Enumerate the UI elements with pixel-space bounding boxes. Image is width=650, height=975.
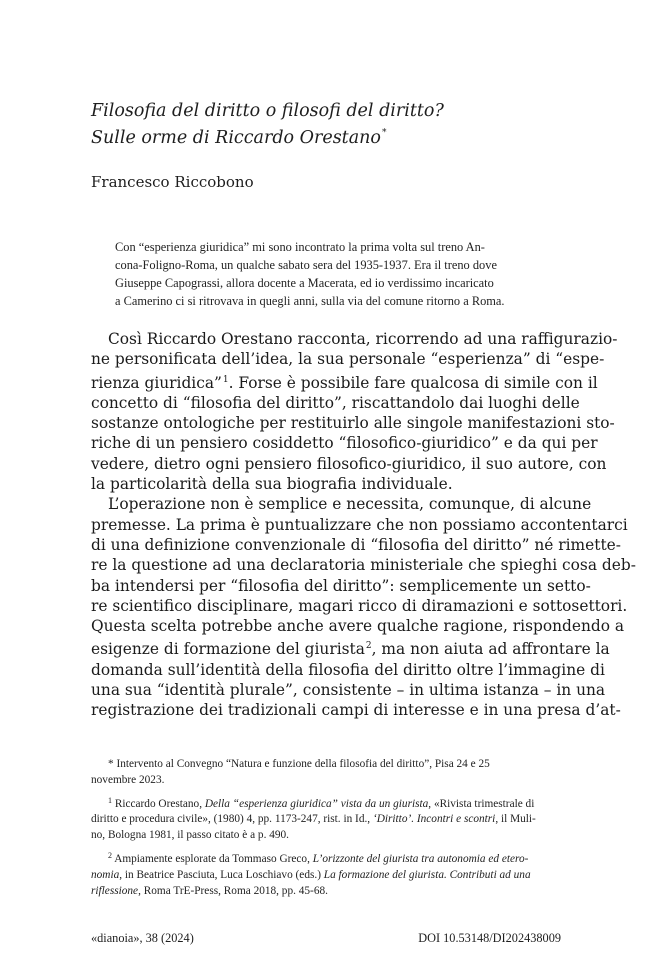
- body-line-text: , ma non aiuta ad affrontare la: [371, 640, 610, 659]
- body-line: [91, 636, 610, 659]
- footnote-line: [91, 884, 561, 900]
- footnote-mark: 2: [108, 850, 112, 860]
- body-line: L’operazione non è semplice e necessita, comunque, di alcune: [108, 495, 592, 514]
- epigraph-line: Giuseppe Capograssi, allora docente a Macerata, ed io verdissimo incaricato: [115, 276, 494, 290]
- article-title: [91, 100, 561, 149]
- body-line: premesse. La prima è puntualizzare che non possiamo accontentarci: [91, 515, 628, 534]
- body-line: Così Riccardo Orestano racconta, ricorrendo ad una raffigurazio-: [108, 330, 618, 348]
- epigraph-quote: [115, 238, 561, 310]
- body-text: [91, 329, 636, 721]
- title-footnote-mark[interactable]: *: [381, 128, 387, 138]
- footnote-text: Riccardo Orestano,: [114, 797, 205, 810]
- footnote-title: L’orizzonte del giurista tra autonomia ed etero-: [312, 852, 529, 865]
- footnote-title: La formazione del giurista. Contributi ad una: [323, 868, 531, 881]
- body-line: Questa scelta potrebbe anche avere qualche ragione, rispondendo a: [91, 617, 625, 636]
- body-line: domanda sull’identità della filosofia del diritto oltre l’immagine di: [91, 660, 605, 679]
- body-line-text: . Forse è possibile fare qualcosa di simile con il: [228, 373, 598, 392]
- journal-citation: «dianoia», 38 (2024): [91, 931, 194, 945]
- body-line: concetto di “filosofia del diritto”, riscattandolo dai luoghi delle: [91, 393, 580, 412]
- footnote-text: , in Beatrice Pasciuta, Luca Loschiavo (eds.): [119, 868, 324, 881]
- footnote-title: Della “esperienza giuridica” vista da un giurista: [204, 797, 429, 810]
- body-line: re la questione ad una declaratoria ministeriale che spieghi cosa deb-: [91, 556, 636, 575]
- footnote-text: , il Muli-: [495, 813, 536, 826]
- body-line: di una definizione convenzionale di “filosofia del diritto” né rimette-: [91, 535, 621, 554]
- body-line-text: rienza giuridica”: [91, 373, 222, 392]
- footnote-title: riflessione: [91, 884, 139, 897]
- footnotes: [91, 757, 561, 899]
- footnote-mark: 1: [108, 795, 112, 805]
- footnote-text: Ampiamente esplorate da Tommaso Greco,: [114, 852, 313, 865]
- body-line: una sua “identità plurale”, consistente – in ultima istanza – in una: [91, 681, 606, 700]
- body-line: registrazione dei tradizionali campi di interesse e in una presa d’at-: [91, 701, 621, 720]
- body-line: [91, 370, 598, 393]
- footnote-title: ‘Diritto’. Incontri e scontri: [372, 813, 496, 826]
- title-line-2-text: Sulle orme di Riccardo Orestano: [91, 128, 381, 148]
- footnote-text: , «Rivista trimestrale di: [428, 797, 535, 810]
- footnote-star: [91, 757, 561, 789]
- footnote-line: no, Bologna 1981, il passo citato è a p. 490.: [91, 829, 289, 842]
- footnote-line: [91, 812, 561, 828]
- author-name: Francesco Riccobono: [91, 173, 254, 191]
- footnote-mark: *: [108, 758, 114, 770]
- footnote-line: [91, 793, 561, 813]
- footnote-text: , Roma TrE-Press, Roma 2018, pp. 45-68.: [138, 884, 328, 897]
- epigraph-line: cona-Foligno-Roma, un qualche sabato sera del 1935-1937. Era il treno dove: [115, 258, 497, 272]
- body-line: vedere, dietro ogni pensiero filosofico-giuridico, il suo autore, con: [91, 454, 607, 473]
- epigraph-line: Con “esperienza giuridica” mi sono incontrato la prima volta sul treno An-: [115, 240, 485, 254]
- epigraph-line: a Camerino ci si ritrovava in quegli anni, sulla via del comune ritorno a Roma.: [115, 294, 505, 308]
- footnote-ref-1[interactable]: 1: [222, 374, 229, 385]
- body-line: sostanze ontologiche per restituirlo alle singole manifestazioni sto-: [91, 414, 615, 433]
- footnote-line: [91, 868, 561, 884]
- paragraph-2: [91, 494, 636, 720]
- footnote-2: [91, 848, 561, 899]
- footnote-line: [91, 848, 561, 868]
- footnote-ref-2[interactable]: 2: [365, 641, 372, 652]
- footnote-line: [91, 757, 561, 773]
- footnote-title: nomia: [91, 868, 120, 881]
- title-line-1: Filosofia del diritto o filosofi del diritto?: [91, 101, 444, 121]
- body-line: ba intendersi per “filosofia del diritto”: semplicemente un setto-: [91, 576, 591, 595]
- footnote-line: novembre 2023.: [91, 773, 165, 786]
- body-line-text: esigenze di formazione del giurista: [91, 640, 365, 659]
- footnote-text: diritto e procedura civile», (1980) 4, pp. 1173-247, rist. in Id.,: [91, 813, 373, 826]
- body-line: re scientifico disciplinare, magari ricco di diramazioni e sottosettori.: [91, 596, 628, 615]
- footnote-1: [91, 793, 561, 844]
- body-line: riche di un pensiero cosiddetto “filosofico-giuridico” e da qui per: [91, 434, 598, 453]
- paragraph-1: [91, 329, 618, 494]
- title-line-2: [91, 122, 561, 149]
- doi-link[interactable]: DOI 10.53148/DI202438009: [418, 931, 561, 945]
- body-line: la particolarità della sua biografia individuale.: [91, 475, 453, 494]
- body-line: ne personificata dell’idea, la sua personale “esperienza” di “espe-: [91, 350, 605, 369]
- footnote-text: Intervento al Convegno “Natura e funzione della filosofia del diritto”, Pisa 24 e 25: [116, 758, 490, 770]
